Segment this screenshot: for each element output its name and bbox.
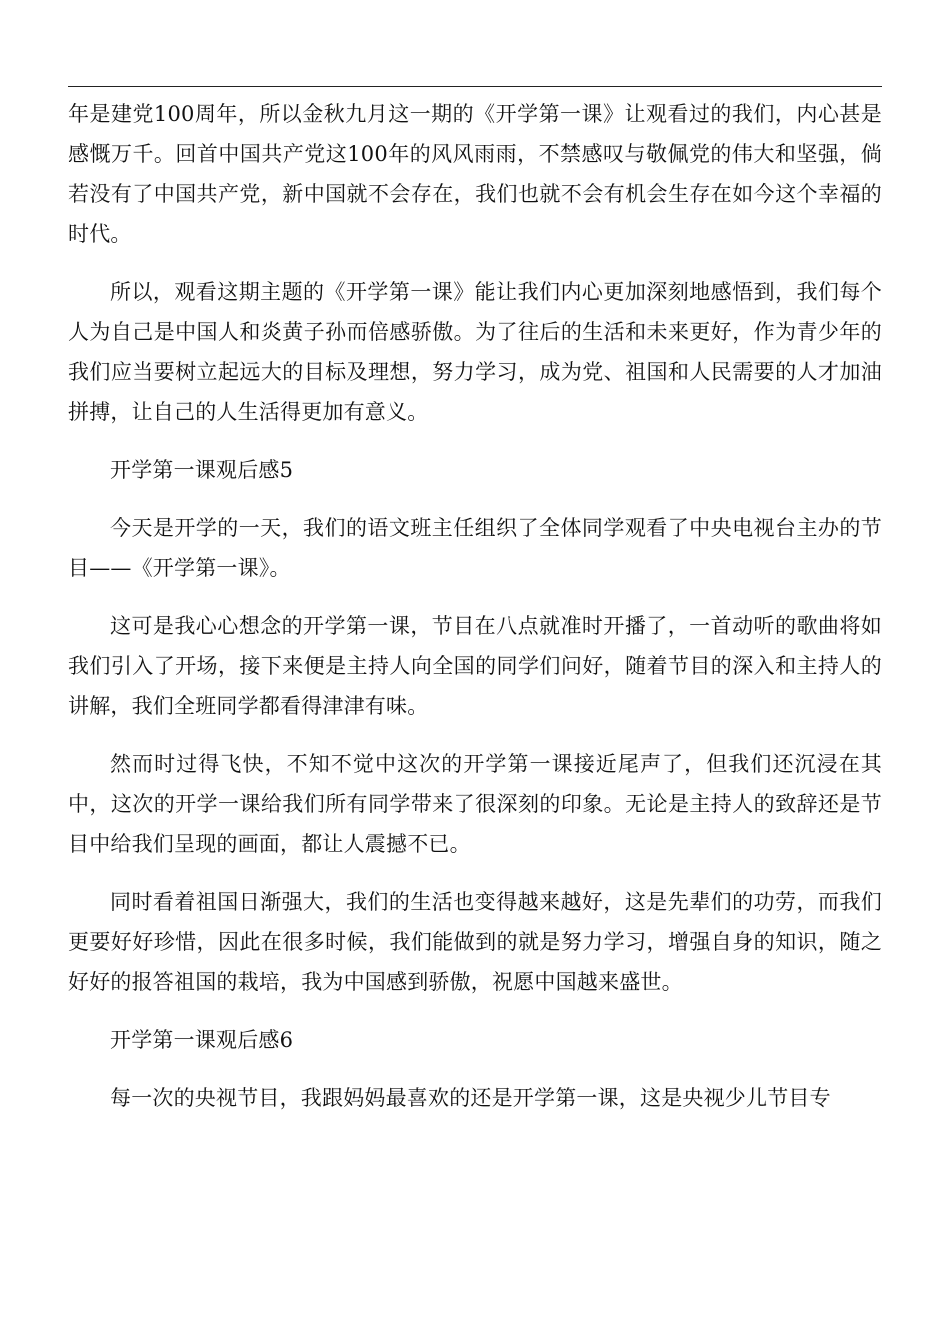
document-body	[68, 94, 882, 1118]
section-heading: 开学第一课观后感5	[110, 458, 294, 482]
header-rule	[68, 86, 882, 87]
paragraph: 所以，观看这期主题的《开学第一课》能让我们内心更加深刻地感悟到，我们每个人为自己是中国人和炎黄子孙而倍感骄傲。为了往后的生活和未来更好，作为青少年的我们应当要树立起远大的目标及理想，努力学习，成为党、祖国和人民需要的人才加油拼搏，让自己的人生活得更加有意义。	[68, 280, 882, 424]
paragraph: 每一次的央视节目，我跟妈妈最喜欢的还是开学第一课，这是央视少儿节目专	[110, 1086, 831, 1110]
paragraph: 然而时过得飞快，不知不觉中这次的开学第一课接近尾声了，但我们还沉浸在其中，这次的开学一课给我们所有同学带来了很深刻的印象。无论是主持人的致辞还是节目中给我们呈现的画面，都让人震撼不已。	[68, 752, 882, 856]
paragraph: 同时看着祖国日渐强大，我们的生活也变得越来越好，这是先辈们的功劳，而我们更要好好珍惜，因此在很多时候，我们能做到的就是努力学习，增强自身的知识，随之好好的报答祖国的栽培，我为中国感到骄傲，祝愿中国越来盛世。	[68, 890, 882, 994]
section-heading: 开学第一课观后感6	[110, 1028, 294, 1052]
paragraph-continued: 年是建党100周年，所以金秋九月这一期的《开学第一课》让观看过的我们，内心甚是感慨万千。回首中国共产党这100年的风风雨雨，不禁感叹与敬佩党的伟大和坚强，倘若没有了中国共产党，新中国就不会存在，我们也就不会有机会生存在如今这个幸福的时代。	[68, 102, 882, 246]
paragraph: 这可是我心心想念的开学第一课，节目在八点就准时开播了，一首动听的歌曲将如我们引入了开场，接下来便是主持人向全国的同学们问好，随着节目的深入和主持人的讲解，我们全班同学都看得津津有味。	[68, 614, 882, 718]
paragraph: 今天是开学的一天，我们的语文班主任组织了全体同学观看了中央电视台主办的节目——《开学第一课》。	[68, 516, 882, 580]
